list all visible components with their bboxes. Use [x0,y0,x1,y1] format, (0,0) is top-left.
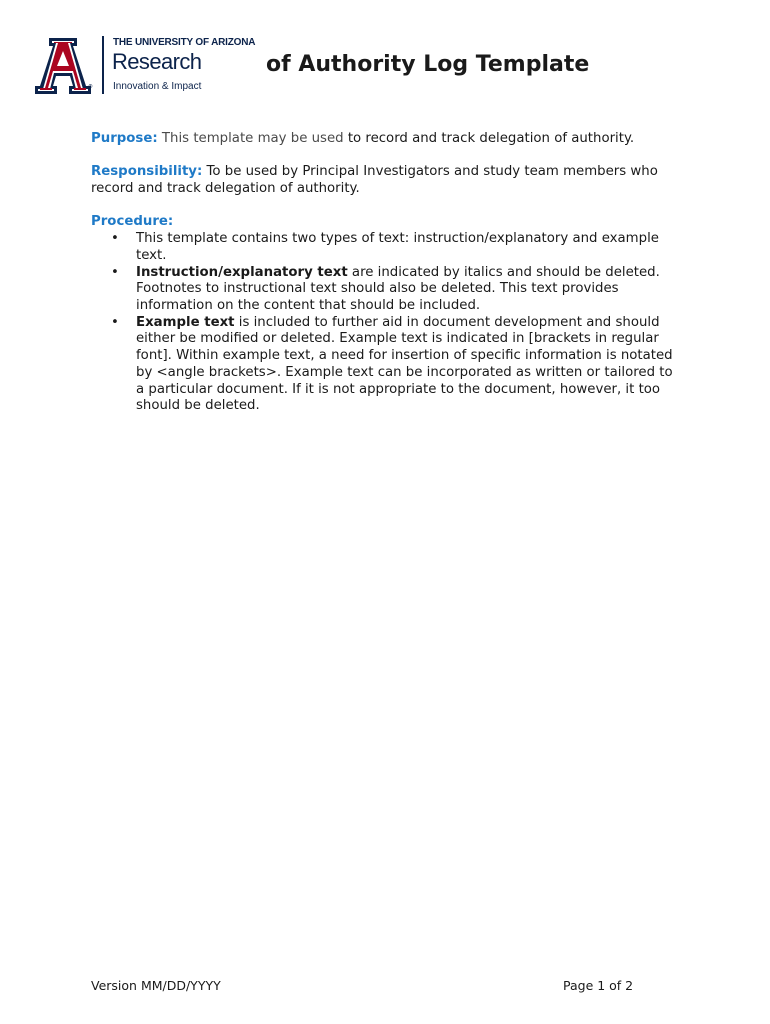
list-item-text: is included to further aid in document development and should either be modified or deleted. Example text is indicated in [brackets in regular font]. Within example text, a need for insertion of specific information is notated by <angle brackets>. Example text can be incorporated as written or tailored to a particular document. If it is not appropriate to the document, however, it too should be deleted. [136,314,673,414]
purpose-text-muted: This template may be used [161,131,344,146]
procedure-list [91,231,683,415]
purpose-text: to record and track delegation of authority. [343,131,635,146]
purpose-label: Purpose: [91,131,158,146]
document-body [91,131,683,415]
list-item [91,315,683,415]
procedure-section [91,214,683,414]
list-item-bold: Example text [136,314,235,330]
footer-version: Version MM/DD/YYYY [91,978,221,993]
responsibility-text: To be used by Principal Investigators and study team members who record and track delegation of authority. [91,164,658,197]
list-item [91,265,683,315]
list-item [91,231,683,264]
list-item-bold: Instruction/explanatory text [136,264,348,280]
purpose-paragraph [91,131,683,148]
bullet-icon: • [111,231,119,247]
logo-divider [102,36,104,94]
list-item-text: are indicated by italics and should be deleted. Footnotes to instructional text should also be deleted. This text provides information on the content that should be included. [136,264,660,313]
logo-tagline: Innovation & Impact [113,81,202,92]
responsibility-label: Responsibility: [91,164,203,180]
bullet-icon: • [111,314,119,330]
procedure-label: Procedure: [91,214,174,230]
bullet-icon: • [111,264,119,280]
list-item-text: This template contains two types of text: instruction/explanatory and example text. [136,231,659,263]
page-title: of Authority Log Template [266,52,590,77]
logo-university-name: THE UNIVERSITY OF ARIZONA [113,37,256,48]
logo-unit-name: Research [112,49,202,74]
university-logo [30,36,270,96]
registered-mark: ® [88,84,93,90]
block-a-logo-icon [32,38,94,94]
responsibility-paragraph [91,164,683,197]
footer-page-number: Page 1 of 2 [563,978,634,993]
